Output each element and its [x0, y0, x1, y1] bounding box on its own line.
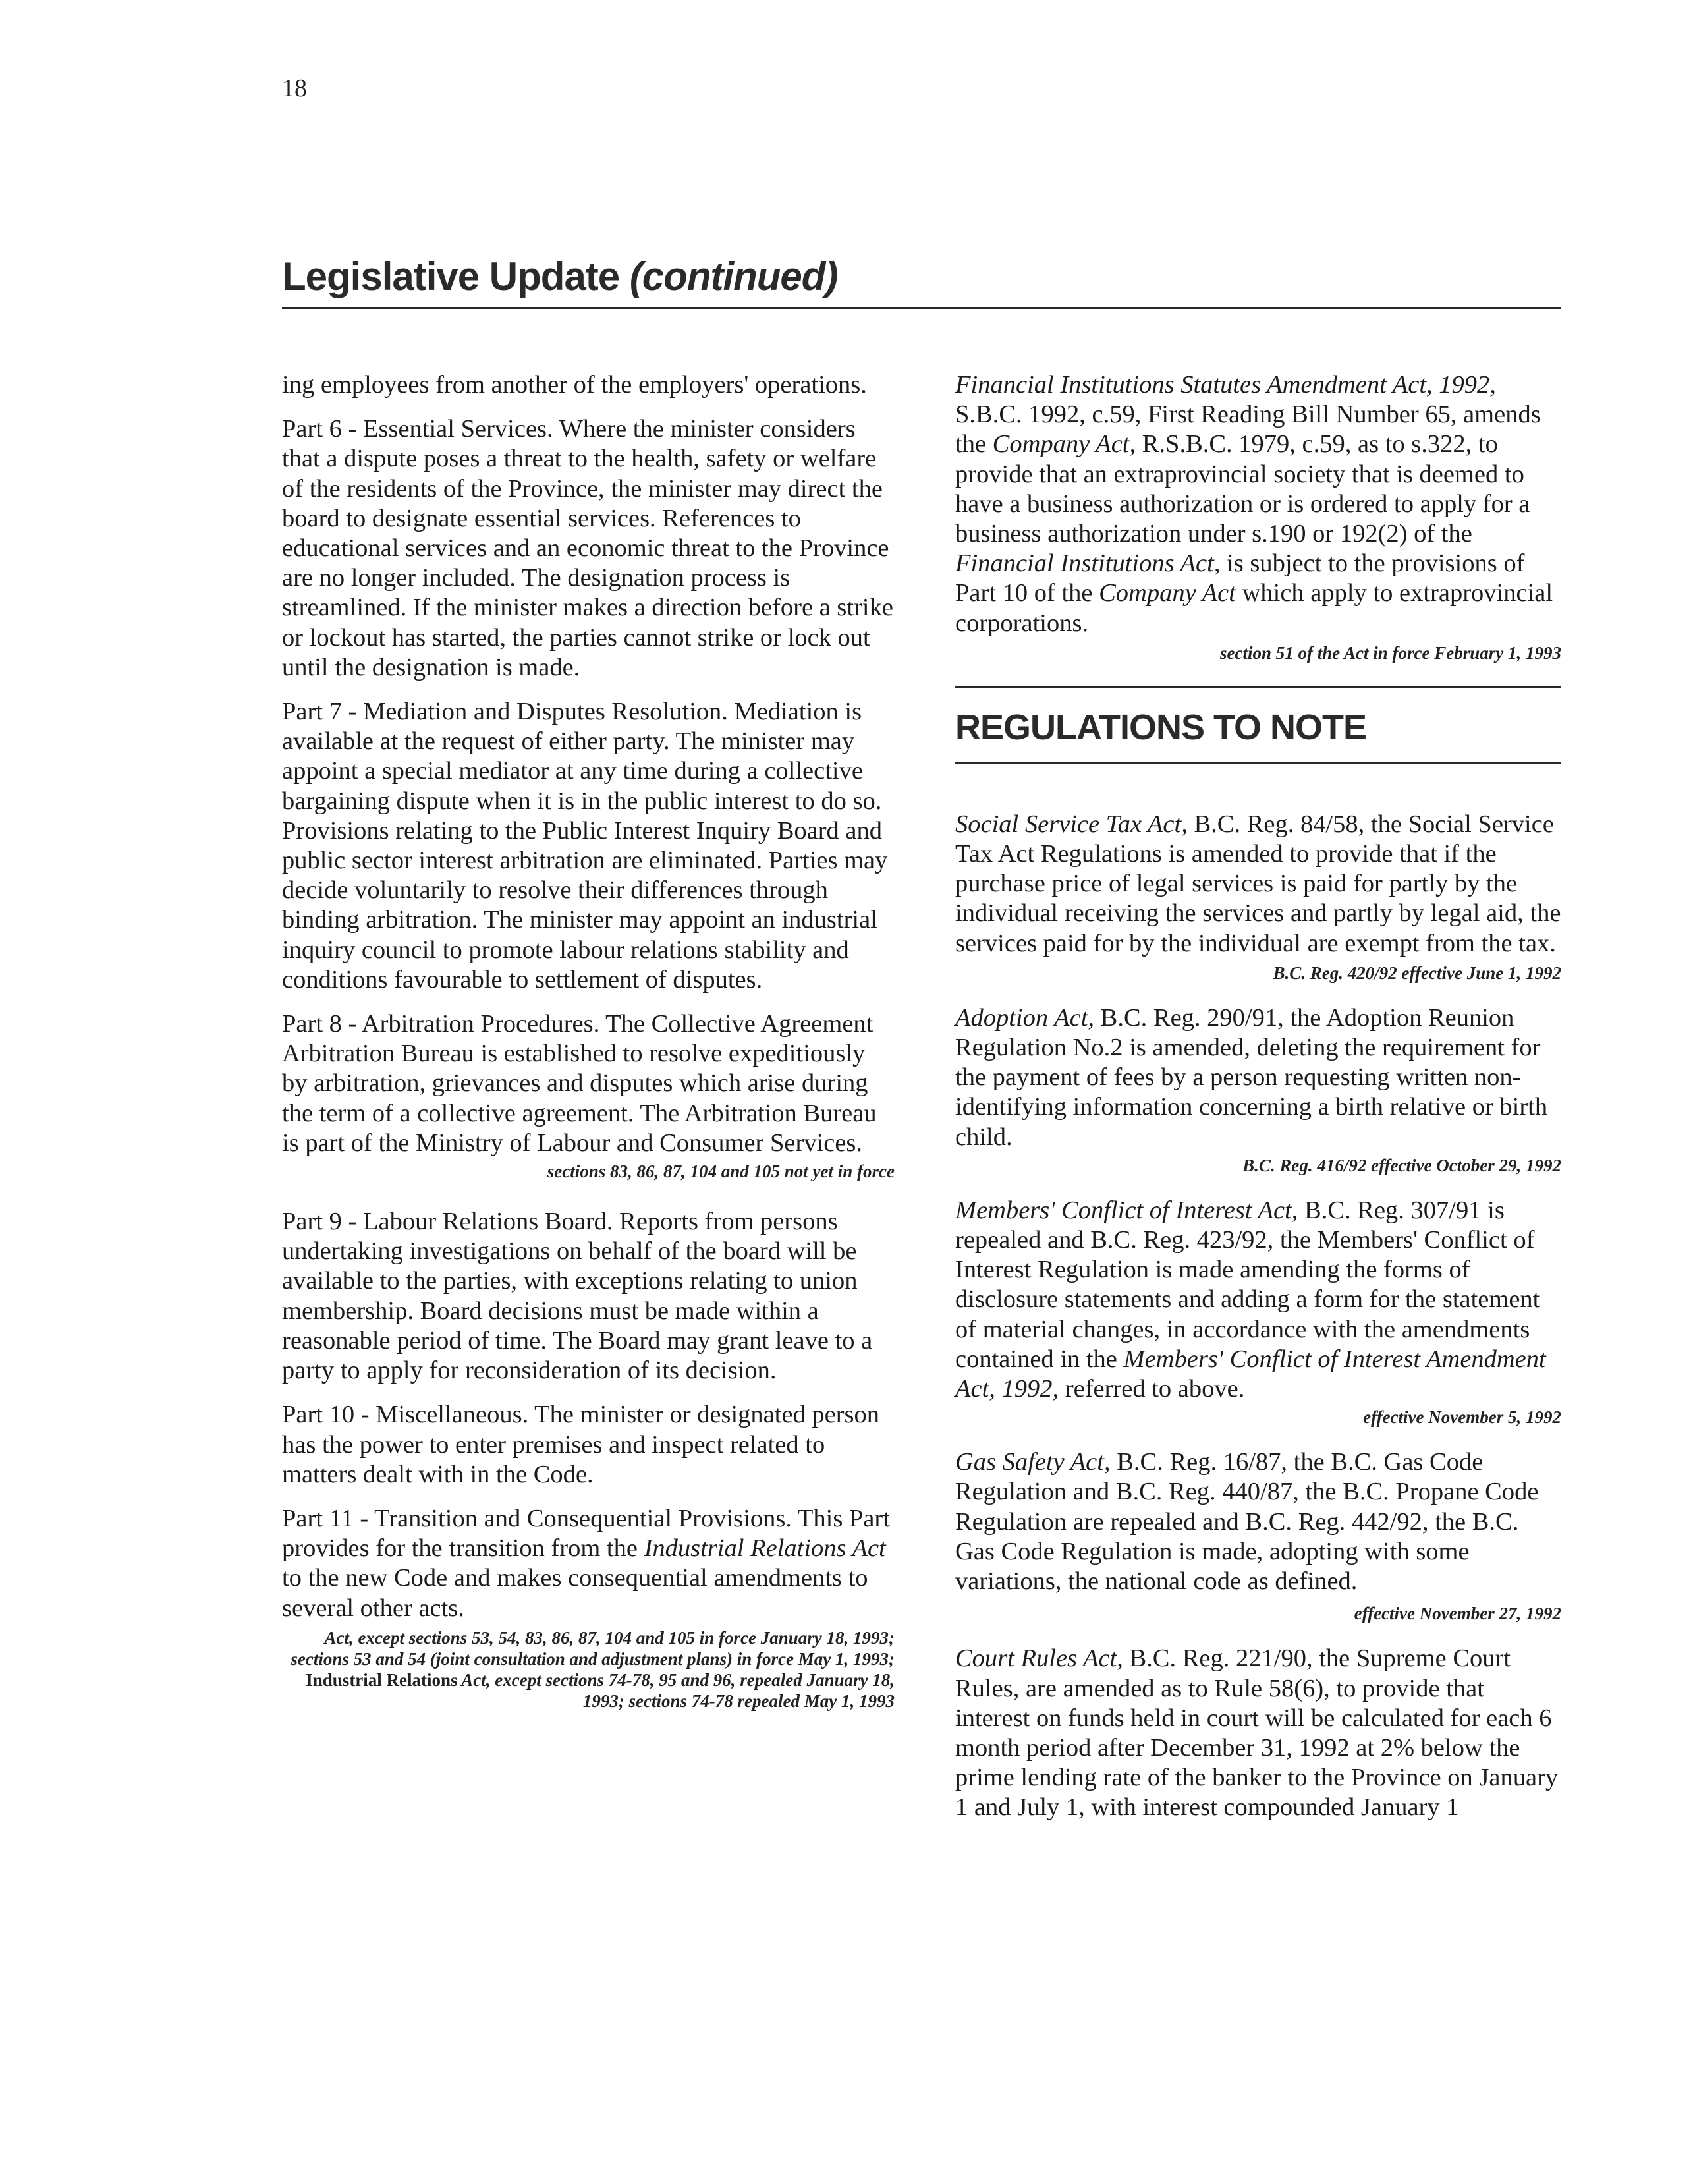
regulations-bottom-rule — [955, 762, 1561, 764]
note-sections-not-in-force: sections 83, 86, 87, 104 and 105 not yet in force — [547, 1162, 895, 1182]
note-in-force-b: Industrial Relations — [306, 1669, 458, 1690]
paragraph-members-conflict — [955, 1196, 1561, 1404]
paragraph-part-7: Part 7 - Mediation and Disputes Resolution. Mediation is available at the request of either party. The minister may appoint a special mediator at any time during a collective bargaining dispute when it is in the public interest to do so. Provisions relating to the Public Interest Inquiry Board and public sector interest arbitration are eliminated. Parties may decide voluntarily to resolve their differences through binding arbitration. The minister may appoint an industrial inquiry council to promote labour relations stability and conditions favourable to settlement of disputes. — [282, 698, 888, 994]
adoption-text: B.C. Reg. 290/91, the Adoption Reunion Regulation No.2 is amended, deleting the requirement for the payment of fees by a person requesting written non-identifying information concerning a birth relative or birth child. — [955, 1003, 1548, 1151]
fi-company-act: Company Act, — [992, 430, 1136, 459]
regulations-heading: REGULATIONS TO NOTE — [955, 707, 1367, 747]
sst-act-title: Social Service Tax Act, — [955, 810, 1188, 838]
title-main: Legislative Update — [282, 254, 620, 298]
title-suffix: (continued) — [629, 254, 838, 298]
note-adoption: B.C. Reg. 416/92 effective October 29, 1992 — [1242, 1155, 1561, 1175]
mci-amendment-act: Members' Conflict of Interest Amendment Act, 1992, — [955, 1345, 1546, 1403]
paragraph-court-rules — [955, 1644, 1561, 1822]
note-gas: effective November 27, 1992 — [1354, 1604, 1561, 1624]
paragraph-adoption — [955, 1003, 1561, 1152]
fi-act-title: Financial Institutions Statutes Amendment Act, 1992, — [955, 371, 1496, 399]
page-title — [282, 254, 837, 299]
part-11-text-b: to the new Code and makes consequential amendments to several other acts. — [282, 1564, 868, 1622]
fi-text-c: is subject to the provisions of Part 10 of the — [955, 549, 1525, 607]
mci-text-b: referred to above. — [1059, 1375, 1245, 1403]
fi-company-act-2: Company Act — [1099, 579, 1236, 607]
paragraph-part-11 — [282, 1504, 895, 1623]
note-in-force-dates — [282, 1627, 895, 1712]
note-sst: B.C. Reg. 420/92 effective June 1, 1992 — [1273, 963, 1561, 983]
fi-text-d: which apply to extraprovincial corporations. — [955, 579, 1553, 637]
mci-text-a: B.C. Reg. 307/91 is repealed and B.C. Reg. 423/92, the Members' Conflict of Interest Regulation is made amending the forms of disclosure statements and adding a form for the statement of material changes, in accordance with the amendments contained in the — [955, 1196, 1540, 1373]
note-section-51: section 51 of the Act in force February 1, 1993 — [1220, 642, 1561, 663]
title-divider — [282, 307, 1561, 309]
court-act-title: Court Rules Act, — [955, 1644, 1123, 1673]
note-in-force-c: Act, except sections 74-78, 95 and 96, repealed January 18, 1993; sections 74-78 repealed May 1, 1993 — [457, 1669, 895, 1711]
court-text: B.C. Reg. 221/90, the Supreme Court Rules, are amended as to Rule 58(6), to provide that interest on funds held in court will be calculated for each 6 month period after December 31, 1992 at 2% below the prime lending rate of the banker to the Province on January 1 and July 1, with interest compounded January 1 — [955, 1644, 1559, 1822]
part-11-text-a: Part 11 - Transition and Consequential Provisions. This Part provides for the transition from the — [282, 1504, 890, 1563]
regulations-top-rule — [955, 686, 1561, 688]
part-11-act: Industrial Relations Act — [644, 1534, 886, 1563]
gas-text: B.C. Reg. 16/87, the B.C. Gas Code Regulation and B.C. Reg. 440/87, the B.C. Propane Code Regulation are repealed and B.C. Reg. 442/92, the B.C. Gas Code Regulation is made, adopting with some variations, the national code as defined. — [955, 1448, 1539, 1596]
gas-act-title: Gas Safety Act, — [955, 1448, 1111, 1476]
left-column — [282, 370, 895, 1738]
fi-text-b: R.S.B.C. 1979, c.59, as to s.322, to provide that an extraprovincial society that is deemed to have a business authorization or is ordered to apply for a business authorization under s.190 or 192(2) of the — [955, 430, 1530, 548]
paragraph-financial-institutions — [955, 370, 1561, 638]
paragraph-continuation: ing employees from another of the employers' operations. — [282, 371, 867, 399]
note-mci: effective November 5, 1992 — [1363, 1407, 1561, 1428]
right-column — [955, 370, 1561, 1837]
paragraph-part-10: Part 10 - Miscellaneous. The minister or designated person has the power to enter premises and inspect related to matters dealt with in the Code. — [282, 1401, 880, 1488]
adoption-act-title: Adoption Act, — [955, 1003, 1095, 1032]
paragraph-gas-safety — [955, 1447, 1561, 1596]
page-number: 18 — [282, 74, 307, 102]
mci-act-title: Members' Conflict of Interest Act, — [955, 1196, 1298, 1224]
paragraph-part-8: Part 8 - Arbitration Procedures. The Collective Agreement Arbitration Bureau is established to resolve expeditiously by arbitration, grievances and disputes which arise during the term of a collective agreement. The Arbitration Bureau is part of the Ministry of Labour and Consumer Services. — [282, 1010, 877, 1157]
paragraph-part-6: Part 6 - Essential Services. Where the minister considers that a dispute poses a threat to the health, safety or welfare of the residents of the Province, the minister may direct the board to designate essential services. References to educational services and an economic threat to the Province are no longer included. The designation process is streamlined. If the minister makes a direction before a strike or lockout has started, the parties cannot strike or lock out until the designation is made. — [282, 415, 893, 681]
paragraph-social-service-tax — [955, 810, 1561, 959]
note-in-force-a: Act, except sections 53, 54, 83, 86, 87, 104 and 105 in force January 18, 1993; sections 53 and 54 (joint consultation and adjustment plans) in force May 1, 1993; — [291, 1627, 895, 1669]
fi-text-a: S.B.C. 1992, c.59, First Reading Bill Number 65, amends the — [955, 401, 1541, 459]
fi-financial-institutions-act: Financial Institutions Act, — [955, 549, 1221, 578]
paragraph-part-9: Part 9 - Labour Relations Board. Reports from persons undertaking investigations on behalf of the board will be available to the parties, with exceptions relating to union membership. Board decisions must be made within a reasonable period of time. The Board may grant leave to a party to apply for reconsideration of its decision. — [282, 1208, 873, 1385]
sst-text: B.C. Reg. 84/58, the Social Service Tax Act Regulations is amended to provide that if the purchase price of legal services is paid for partly by the individual receiving the services and partly by legal aid, the services paid for by the individual are exempt from the tax. — [955, 810, 1561, 957]
